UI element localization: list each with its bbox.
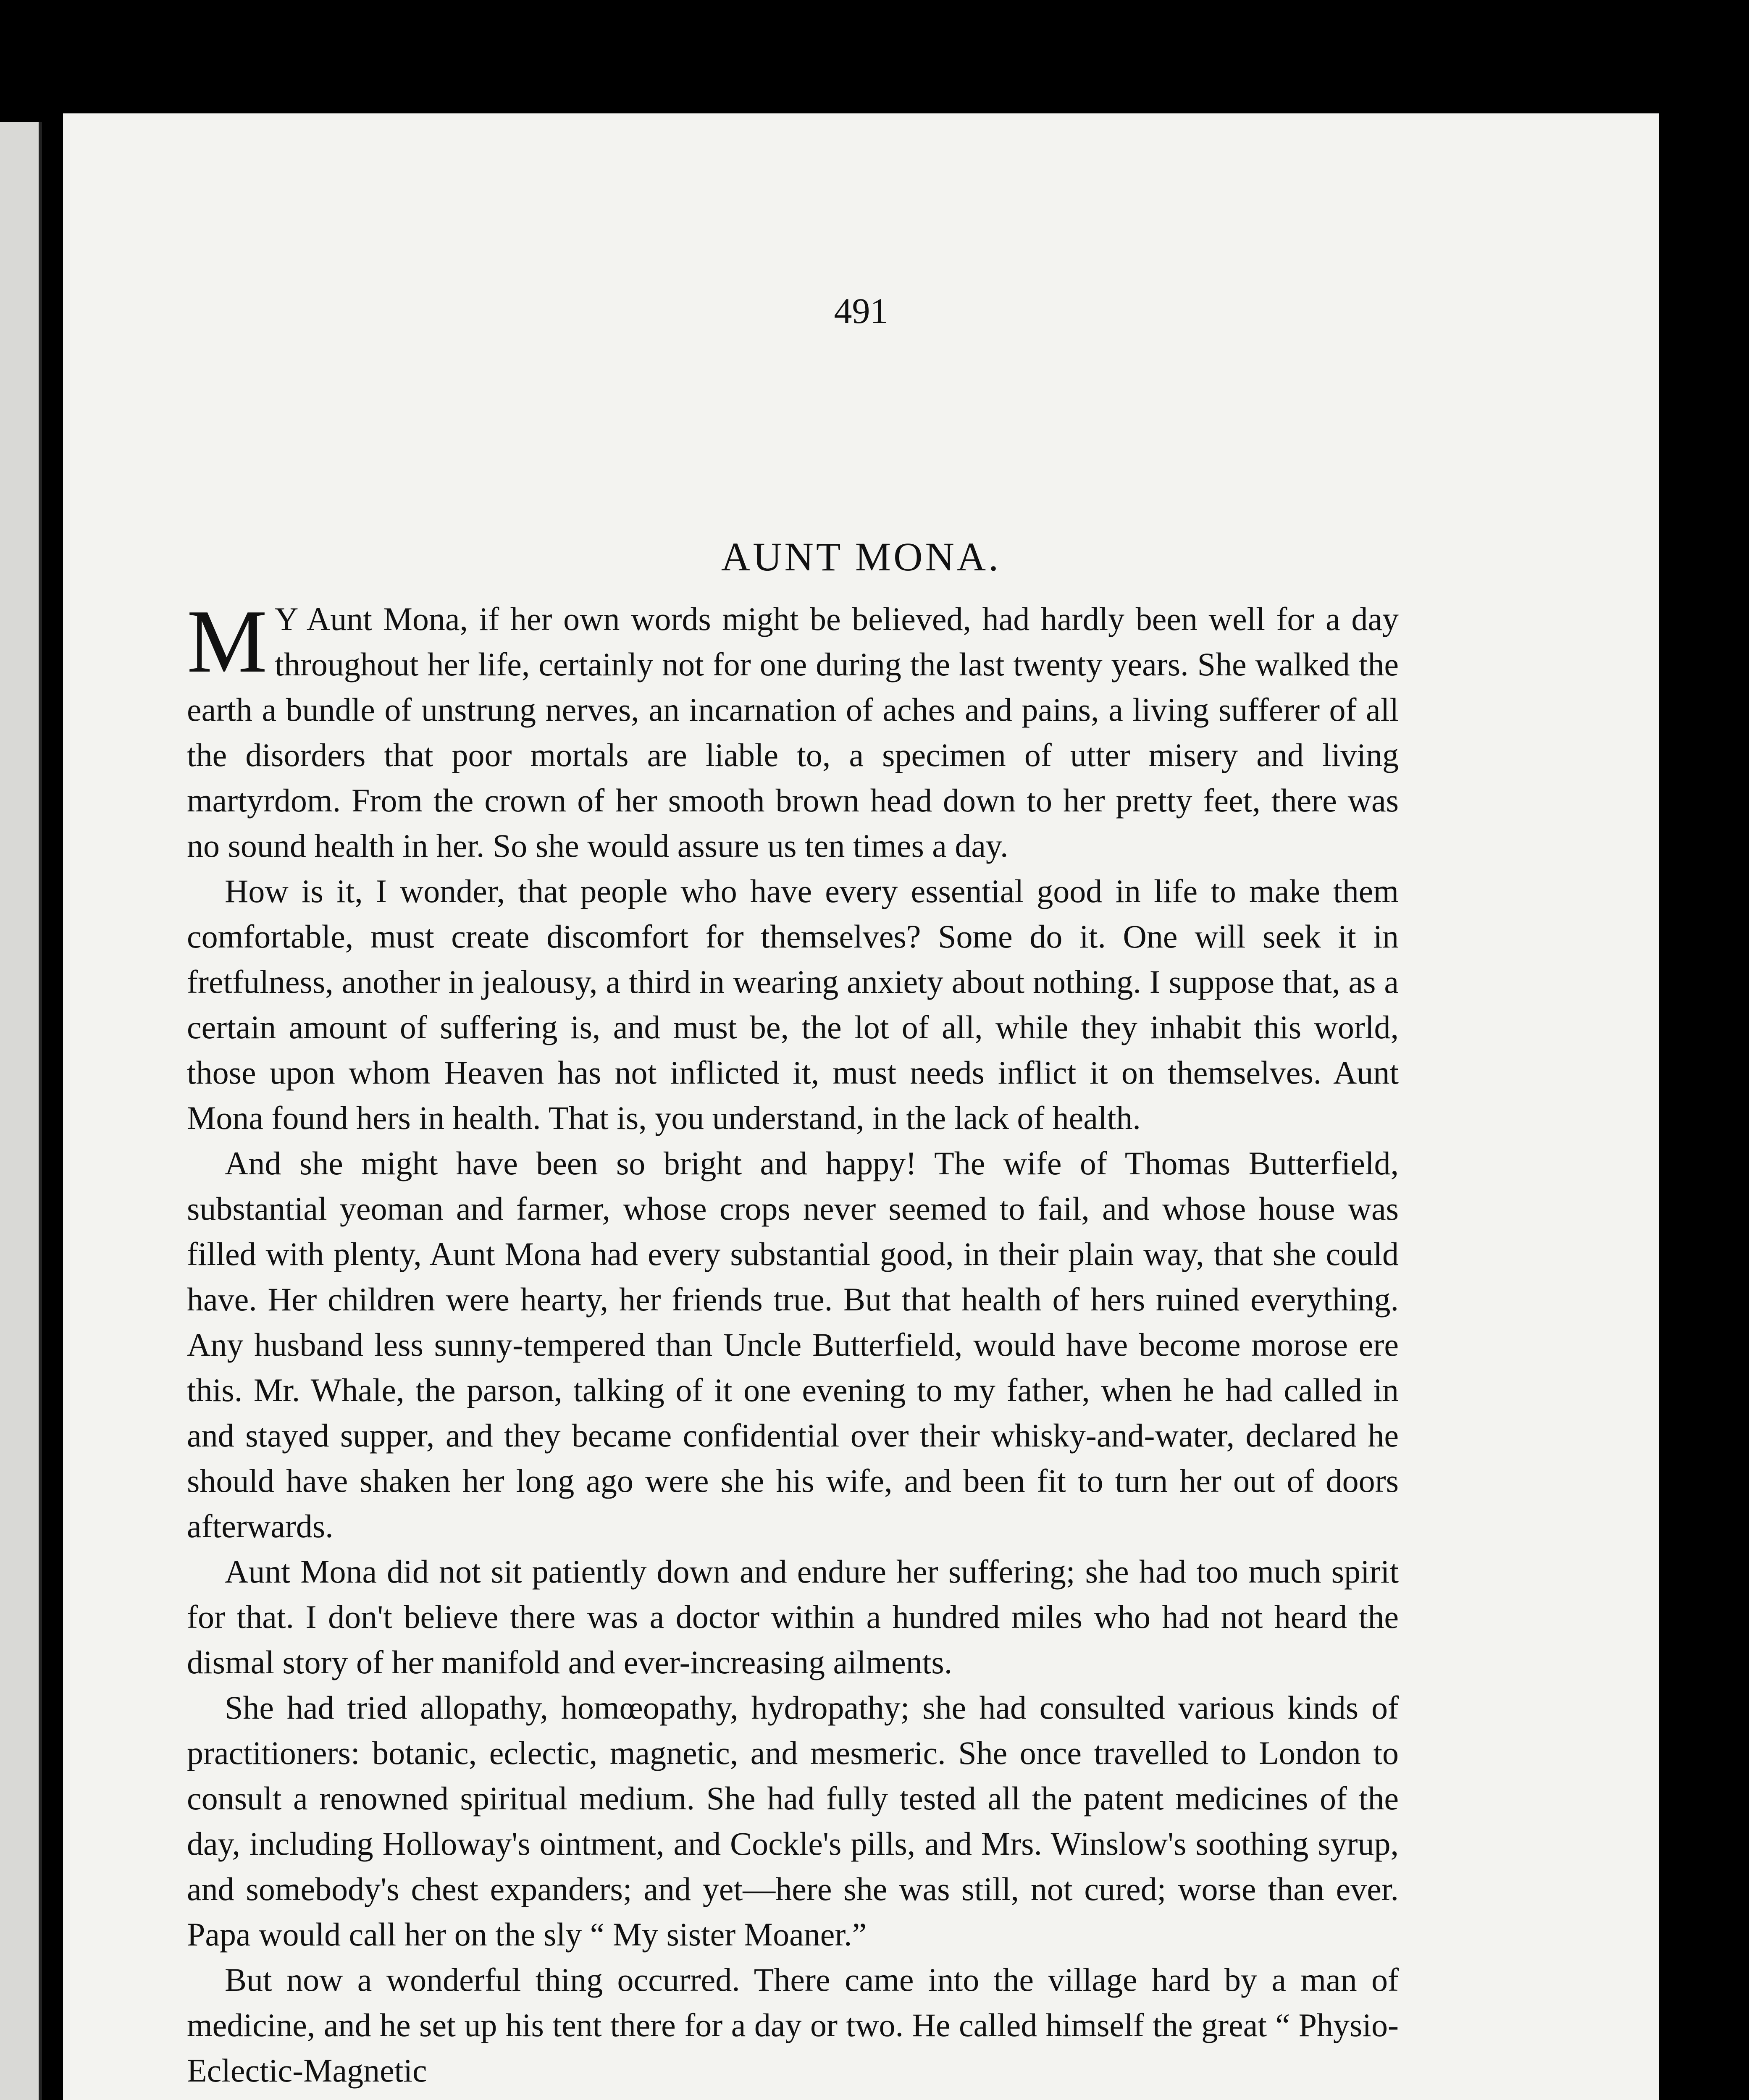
paragraph-4: Aunt Mona did not sit patiently down and endure her suffering; she had too much spirit for that. I don't believe there was a doctor within a hundred miles who had not heard the dismal story of her manifold and ever-increasing ailments. [187,1553,1399,1680]
page-number: 491 [834,291,888,331]
paragraph-1-text: Y Aunt Mona, if her own words might be believed, had hardly been well for a day throughout her life, certainly not for one during the last twenty years. She walked the earth a bundle of unstrung nerves, an incarnation of aches and pains, a living sufferer of all the disorders that poor mortals are liable to, a specimen of utter misery and living martyrdom. From the crown of her smooth brown head down to her pretty feet, there was no sound health in her. So she would assure us ten times a day. [187,601,1399,864]
paragraph-5: She had tried allopathy, homœopathy, hydropathy; she had consulted various kinds of practitioners: botanic, eclectic, magnetic, and mesmeric. She once travelled to London to consult a renowned spiritual medium. She had fully tested all the patent medicines of the day, including Holloway's ointment, and Cockle's pills, and Mrs. Winslow's soothing syrup, and somebody's chest expanders; and yet—here she was still, not cured; worse than ever. Papa would call her on the sly “ My sister Moaner.” [187,1689,1399,1953]
facing-page-edge [0,122,42,2100]
paragraph-1 [187,591,1399,869]
paragraph-2: How is it, I wonder, that people who have every essential good in life to make them comfortable, must create discomfort for themselves? Some do it. One will seek it in fretfulness, another in jealousy, a third in wearing anxiety about nothing. I suppose that, as a certain amount of suffering is, and must be, the lot of all, while they inhabit this world, those upon whom Heaven has not inflicted it, must needs inflict it on themselves. Aunt Mona found hers in health. That is, you understand, in the lack of health. [187,873,1399,1136]
paragraph-6: But now a wonderful thing occurred. There came into the village hard by a man of medicine, and he set up his tent there for a day or two. He called himself the great “ Physio-Eclectic-Magnetic [187,1961,1399,2089]
story-title: AUNT MONA. [721,534,1001,579]
book-page [63,113,1659,2100]
story-body [187,591,1399,2093]
paragraph-3: And she might have been so bright and happy! The wife of Thomas Butterfield, substantial yeoman and farmer, whose crops never seemed to fail, and whose house was filled with plenty, Aunt Mona had every substantial good, in their plain way, that she could have. Her children were hearty, her friends true. But that health of hers ruined everything. Any husband less sunny-tempered than Uncle Butterfield, would have become morose ere this. Mr. Whale, the parson, talking of it one evening to my father, when he had called in and stayed supper, and they became confidential over their whisky-and-water, declared he should have shaken her long ago were she his wife, and been fit to turn her out of doors afterwards. [187,1145,1399,1544]
drop-cap: M [187,591,268,691]
